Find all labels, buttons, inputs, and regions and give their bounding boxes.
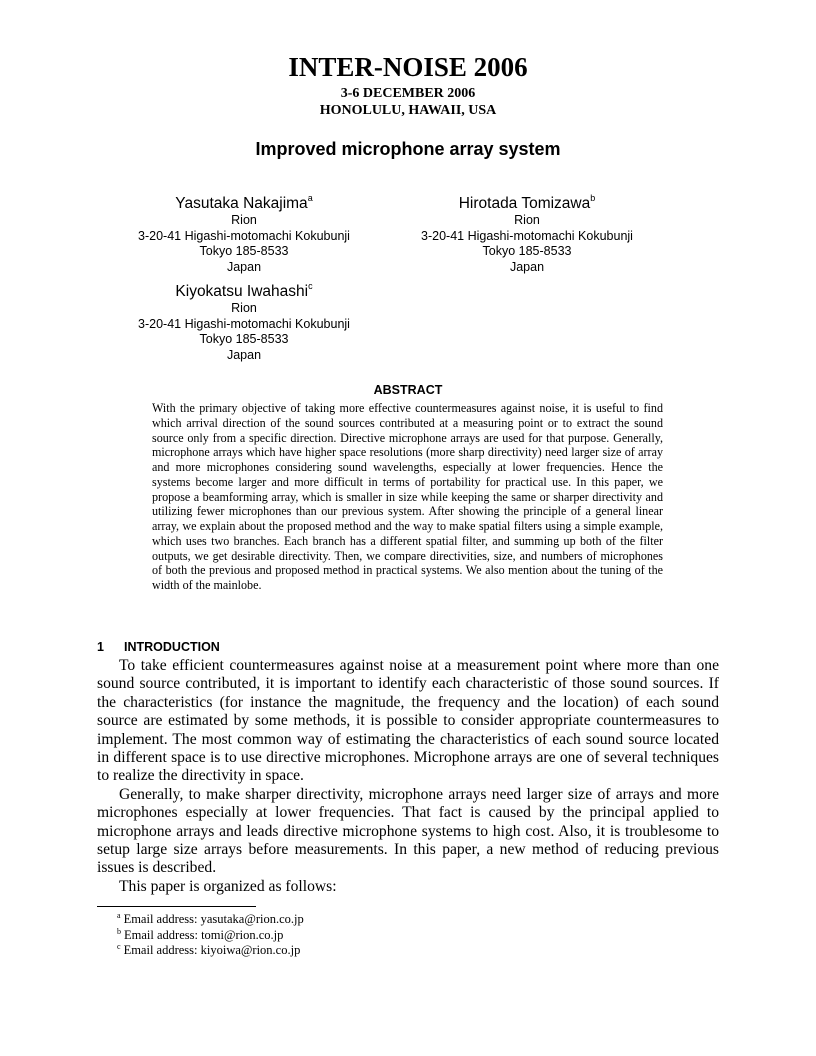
conference-dates: 3-6 DECEMBER 2006	[340, 86, 476, 101]
section-title: INTRODUCTION	[124, 640, 220, 654]
section-heading	[97, 640, 220, 655]
footnote-divider	[97, 906, 256, 907]
conference-location: HONOLULU, HAWAII, USA	[319, 103, 497, 118]
affiliation-country: Japan	[226, 259, 262, 274]
author-block-3	[114, 282, 374, 363]
affiliation-country: Japan	[226, 347, 262, 362]
affiliation-org: Rion	[514, 213, 540, 227]
affiliation-address: 3-20-41 Higashi-motomachi Kokubunji	[138, 316, 350, 331]
author-marker: c	[308, 281, 313, 291]
footnote: $^b$ Email address: tomi@rion.co.jp	[117, 926, 284, 942]
author-name: Yasutaka Nakajima$^a$	[175, 193, 313, 212]
abstract-heading: ABSTRACT	[373, 383, 443, 397]
affiliation-org: Rion	[231, 301, 257, 315]
affiliation-org: Rion	[231, 213, 257, 227]
author-name: Kiyokatsu Iwahashi$^c$	[175, 281, 313, 300]
footnotes	[117, 912, 304, 959]
body-paragraph: To take efficient countermeasures against noise at a measurement point where more than one sound source contributed, it is important to identify each characteristic of those sound sources. If the characteristics (for instance the magnitude, the frequency and the location) of each sound source are estimated by some methods, it is possible to consider appropriate countermeasures to implement. The most common way of estimating the characteristics of each sound source located in different space is to use directive microphones. Microphone arrays are one of several techniques to realize the directivity in space.	[97, 657, 719, 785]
body-paragraph: This paper is organized as follows:	[119, 877, 337, 895]
affiliation-country: Japan	[509, 259, 545, 274]
author-name: Hirotada Tomizawa$^b$	[458, 193, 596, 212]
author-marker: b	[590, 193, 596, 203]
affiliation-address: 3-20-41 Higashi-motomachi Kokubunji	[421, 228, 633, 243]
affiliation-city: Tokyo 185-8533	[199, 332, 289, 346]
section-number: 1	[97, 640, 104, 654]
body-paragraph: Generally, to make sharper directivity, microphone arrays need larger size of arrays and more microphones especially at lower frequencies. That fact is caused by the principal applied to microphone arrays and leads directive microphone systems to high cost. Also, it is troublesome to setup large size arrays before measurements. In this paper, a new method of reducing previous issues is described.	[97, 785, 719, 877]
author-marker: a	[307, 193, 313, 203]
footnote: $^c$ Email address: kiyoiwa@rion.co.jp	[117, 942, 301, 957]
affiliation-city: Tokyo 185-8533	[199, 244, 289, 258]
author-block-1	[114, 194, 374, 275]
author-block-2	[397, 194, 657, 275]
affiliation-city: Tokyo 185-8533	[482, 244, 572, 258]
conference-title: INTER-NOISE 2006	[288, 52, 528, 82]
section-body	[97, 657, 719, 896]
abstract-text: With the primary objective of taking more effective countermeasures against noise, it is useful to find which arrival direction of the sound sources contributed at a measuring point or to extract the sound source only from a specific direction. Directive microphone arrays are used for that purpose. Generally, microphone arrays which have higher space resolutions (more sharp directivity) need larger size of array and more microphones considering sound wavelengths, especially at lower frequencies. Hence the systems become larger and more difficult in terms of portability for practical use. In this paper, we propose a beamforming array, which is smaller in size while keeping the same or sharper directivity and utilizing fewer microphones than our previous system. After showing the principle of a general linear array, we explain about the proposed method and the way to make spatial filters using a simple example, which uses two branches. Each branch has a different spatial filter, and summing up both of the filter outputs, we get desirable directivity. Then, we compare directivities, size, and numbers of microphones of both the previous and proposed method in practical systems. We also mention about the tuning of the width of the mainlobe.	[152, 401, 663, 592]
affiliation-address: 3-20-41 Higashi-motomachi Kokubunji	[138, 228, 350, 243]
footnote: $^a$ Email address: yasutaka@rion.co.jp	[117, 911, 304, 926]
paper-title: Improved microphone array system	[255, 139, 561, 159]
